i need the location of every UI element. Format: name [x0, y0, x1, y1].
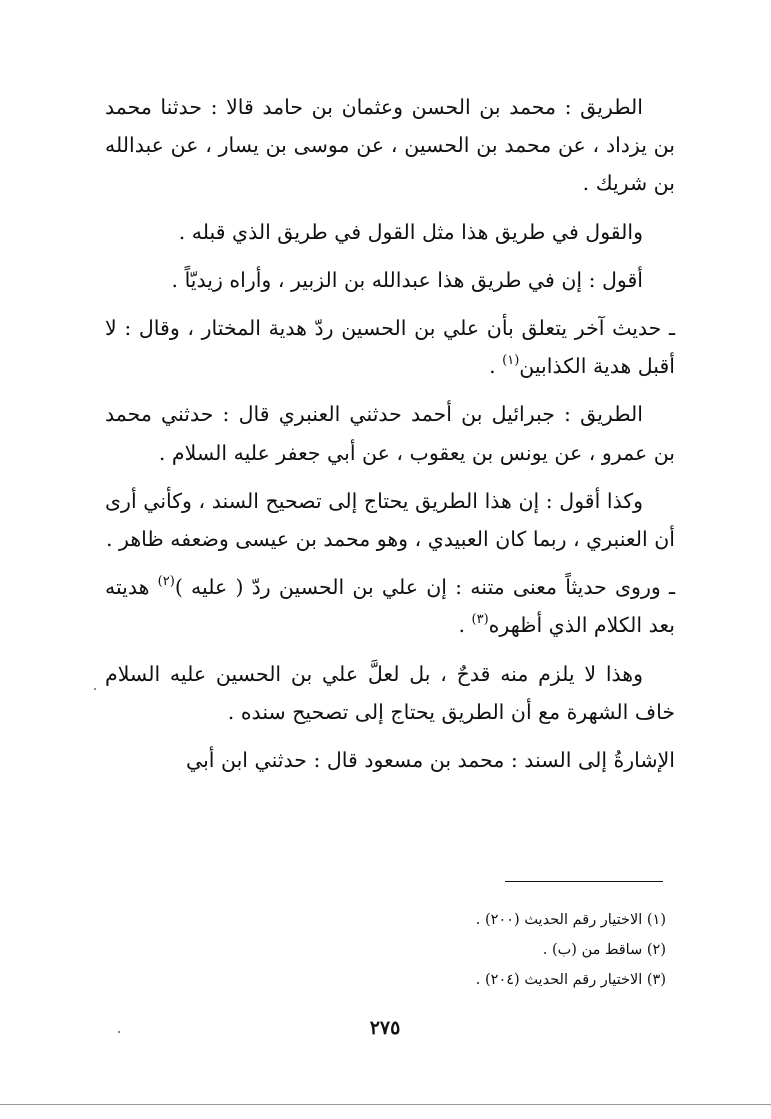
- main-text: [105, 88, 675, 779]
- paragraph-opinion-2: [105, 261, 675, 299]
- paragraph-opinion-3: [105, 482, 675, 558]
- paragraph-text: أقول : إن في طريق هذا عبدالله بن الزبير ، وأراه زيديّاً .: [171, 267, 643, 292]
- scan-speck: [94, 688, 96, 690]
- paragraph-text: الطريق : محمد بن الحسن وعثمان بن حامد قالا : حدثنا محمد بن يزداد ، عن محمد بن الحسين ، عن موسى بن يسار ، عن عبدالله بن شريك .: [105, 95, 675, 196]
- paragraph-hadith-gift: [105, 568, 675, 644]
- paragraph-hadith-mukhtar: [105, 309, 675, 385]
- footnote-1: [300, 905, 666, 935]
- footnote-marker: (١): [646, 912, 666, 928]
- footnote-3: [300, 965, 666, 995]
- paragraph-tail: .: [489, 354, 503, 379]
- paragraph-text: ـ وروى حديثاً معنى متنه : إن علي بن الحسين ردّ ( عليه ): [174, 575, 675, 600]
- paragraph-isnad-3: [105, 741, 675, 779]
- paragraph-opinion-1: [105, 213, 675, 251]
- paragraph-tail: .: [458, 613, 472, 638]
- footnote-2: [300, 935, 666, 965]
- paragraph-text: وهذا لا يلزم منه قدحٌ ، بل لعلَّ علي بن الحسين عليه السلام خاف الشهرة مع أن الطريق يحتاج إلى تصحيح سنده .: [105, 661, 675, 724]
- footnote-ref-3: (٣): [471, 612, 489, 628]
- scan-speck: [118, 1031, 120, 1033]
- footnote-text: الاختيار رقم الحديث (٢٠٠) .: [475, 912, 643, 928]
- footnote-text: ساقط من (ب) .: [542, 942, 643, 958]
- paragraph-text: وكذا أقول : إن هذا الطريق يحتاج إلى تصحيح السند ، وكأني أرى أن العنبري ، ربما كان العبيدي ، وهو محمد بن عيسى وضعفه ظاهر .: [105, 488, 675, 552]
- paragraph-isnad-1: [105, 88, 675, 203]
- footnote-marker: (٢): [646, 942, 666, 958]
- paragraph-text-continued: هديته بعد الكلام الذي أظهره: [105, 575, 675, 638]
- footnote-separator: [505, 881, 663, 882]
- footnote-text: الاختيار رقم الحديث (٢٠٤) .: [475, 972, 643, 988]
- paragraph-text: ـ حديث آخر يتعلق بأن علي بن الحسين ردّ هدية المختار ، وقال : لا أقبل هدية الكذابين: [105, 316, 675, 379]
- page-bottom-edge: [0, 1104, 771, 1105]
- paragraph-text: والقول في طريق هذا مثل القول في طريق الذي قبله .: [178, 219, 643, 244]
- paragraph-isnad-2: [105, 395, 675, 471]
- footnotes: [300, 905, 666, 995]
- footnote-marker: (٣): [646, 972, 666, 988]
- paragraph-text: الإشارةُ إلى السند : محمد بن مسعود قال : حدثني ابن أبي: [185, 748, 675, 773]
- footnote-ref-2: (٢): [157, 574, 175, 590]
- paragraph-text: الطريق : جبرائيل بن أحمد حدثني العنبري قال : حدثني محمد بن عمرو ، عن يونس بن يعقوب ، عن أبي جعفر عليه السلام .: [105, 402, 675, 465]
- footnote-ref-1: (١): [502, 353, 520, 369]
- paragraph-opinion-4: [105, 655, 675, 731]
- page-number: ٢٧٥: [369, 1017, 401, 1039]
